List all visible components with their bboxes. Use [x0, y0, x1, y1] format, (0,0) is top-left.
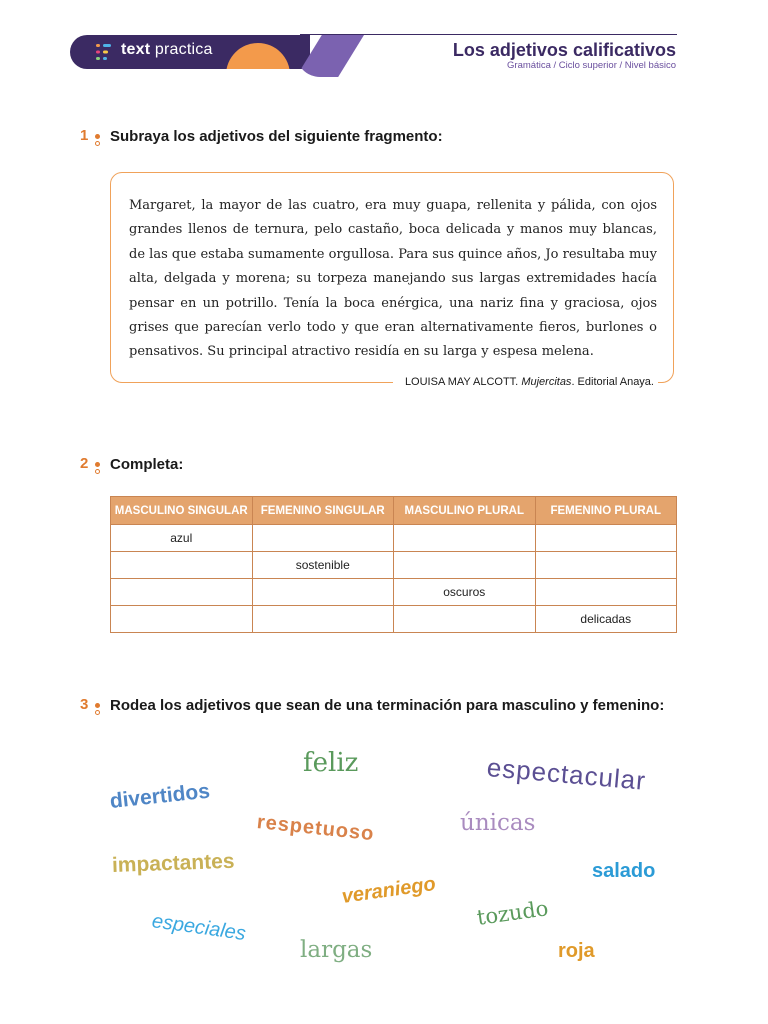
table-cell[interactable] — [394, 525, 536, 552]
table-cell[interactable] — [111, 579, 253, 606]
word-option[interactable]: feliz — [303, 748, 359, 778]
exercise-3-number: 3 — [80, 696, 89, 713]
textpractica-logo-icon — [95, 41, 117, 63]
table-cell[interactable]: delicadas — [535, 606, 677, 633]
word-option[interactable]: espectacular — [485, 752, 648, 796]
word-option[interactable]: impactantes — [111, 849, 235, 877]
table-cell[interactable] — [252, 606, 394, 633]
exercise-1-number: 1 — [80, 127, 89, 144]
exercise-3-dots-icon — [95, 703, 101, 715]
exercise-2-dots-icon — [95, 462, 101, 474]
column-header: MASCULINO SINGULAR — [111, 497, 253, 525]
fragment-text: Margaret, la mayor de las cuatro, era muy guapa, rellenita y pálida, con ojos grandes llenos de ternura, pelo castaño, boca delicada y manos muy blancas, de las que estaba sumamente orgullosa. Para sus quince años, Jo resultaba muy alta, delgada y morena; su torpeza manejando sus largas extremidades hacía pensar en un potrillo. Tenía la boca enérgica, una nariz fina y graciosa, ojos grises que parecían verlo todo y que eran alternativamente fieros, burlones o pensativos. Su principal atractivo residía en su larga y espesa melena. — [129, 198, 657, 360]
table-cell[interactable] — [111, 552, 253, 579]
word-option[interactable]: roja — [558, 940, 595, 962]
exercise-2-prompt: Completa: — [110, 456, 184, 473]
word-option[interactable]: divertidos — [108, 779, 211, 813]
word-option[interactable]: veraniego — [340, 872, 438, 908]
exercise-3-prompt: Rodea los adjetivos que sean de una terminación para masculino y femenino: — [110, 697, 665, 714]
header-rule — [300, 34, 677, 35]
adjective-table — [110, 496, 677, 633]
table-cell[interactable] — [535, 579, 677, 606]
table-cell[interactable]: sostenible — [252, 552, 394, 579]
table-cell[interactable] — [252, 525, 394, 552]
exercise-2-number: 2 — [80, 455, 89, 472]
word-option[interactable]: tozudo — [475, 896, 550, 930]
table-row — [111, 579, 677, 606]
word-option[interactable]: especiales — [150, 910, 248, 946]
table-header-row — [111, 497, 677, 525]
column-header: FEMENINO SINGULAR — [252, 497, 394, 525]
table-row — [111, 552, 677, 579]
table-cell[interactable]: azul — [111, 525, 253, 552]
table-cell[interactable] — [394, 552, 536, 579]
page-subtitle: Gramática / Ciclo superior / Nivel básico — [507, 60, 676, 71]
table-cell[interactable] — [111, 606, 253, 633]
table-cell[interactable] — [394, 606, 536, 633]
table-cell[interactable] — [252, 579, 394, 606]
word-option[interactable]: respetuoso — [255, 811, 376, 846]
table-row — [111, 606, 677, 633]
table-cell[interactable] — [535, 552, 677, 579]
word-option[interactable]: largas — [300, 937, 373, 963]
column-header: FEMENINO PLURAL — [535, 497, 677, 525]
brand-name: text practica — [121, 41, 213, 58]
word-option[interactable]: salado — [592, 860, 656, 882]
exercise-1-dots-icon — [95, 134, 101, 146]
brand-decoration — [226, 43, 290, 69]
word-option[interactable]: únicas — [460, 810, 536, 836]
table-row — [111, 525, 677, 552]
table-cell[interactable]: oscuros — [394, 579, 536, 606]
column-header: MASCULINO PLURAL — [394, 497, 536, 525]
page-title: Los adjetivos calificativos — [452, 40, 676, 60]
fragment-citation: LOUISA MAY ALCOTT. Mujercitas. Editorial Anaya. — [393, 376, 658, 388]
exercise-1-prompt: Subraya los adjetivos del siguiente fragmento: — [110, 128, 443, 145]
table-cell[interactable] — [535, 525, 677, 552]
